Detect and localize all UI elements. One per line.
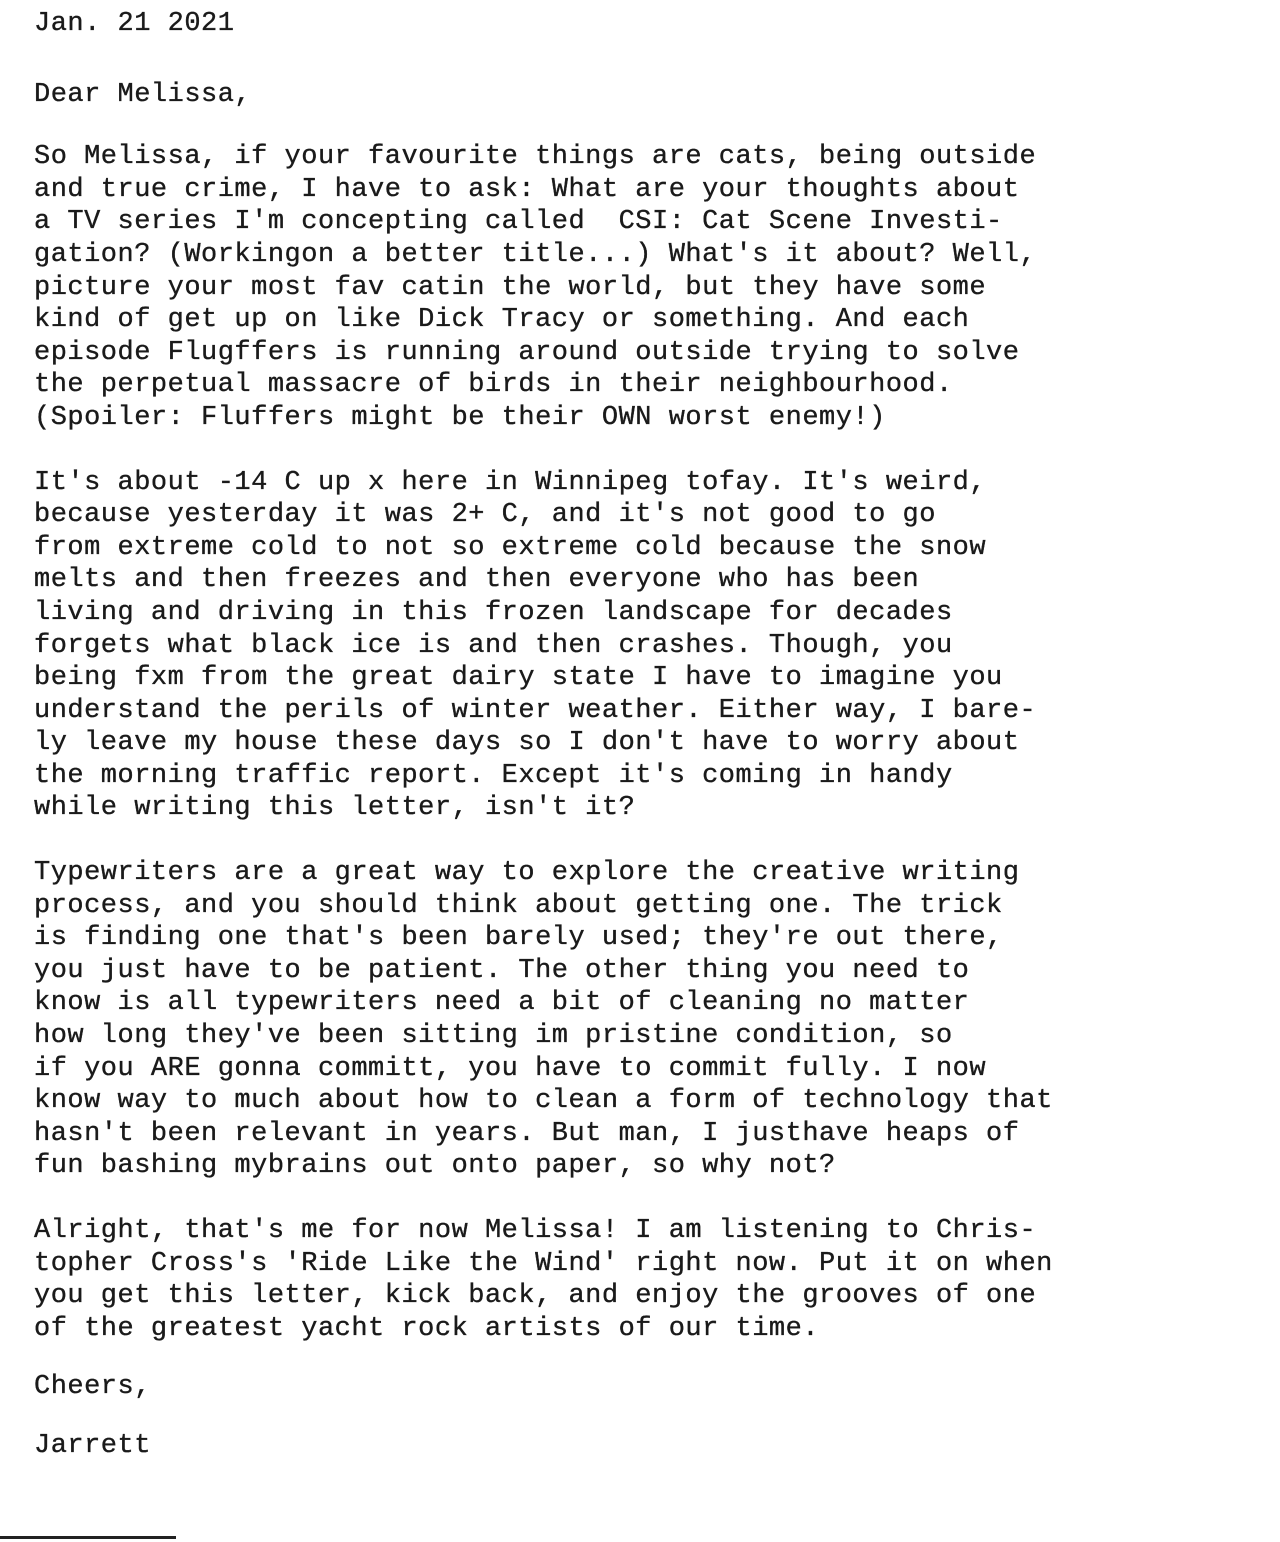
text-line: from extreme cold to not so extreme cold because the snow [34,532,987,563]
letter-salutation: Dear Melissa, [34,79,252,110]
letter-date: Jan. 21 2021 [34,9,235,39]
text-line: fun bashing mybrains out onto paper, so why not? [34,1151,836,1182]
text-line: hasn't been relevant in years. But man, I justhave heaps of [34,1118,1020,1149]
text-line: gation? (Workingon a better title...) What's it about? Well, [34,239,1037,270]
text-line: the morning traffic report. Except it's coming in handy [34,760,953,791]
text-line: because yesterday it was 2+ C, and it's not good to go [34,500,936,531]
page-edge-rule [0,1536,176,1539]
text-line: you just have to be patient. The other thing you need to [34,955,970,986]
typewritten-letter [34,8,1254,1463]
text-line: understand the perils of winter weather. Either way, I bare- [34,695,1037,726]
paragraph-2 [34,467,1254,826]
text-line: forgets what black ice is and then crashes. Though, you [34,630,953,661]
text-line: It's about -14 C up x here in Winnipeg tofay. It's weird, [34,467,987,498]
text-line: episode Flugffers is running around outside trying to solve [34,337,1020,368]
text-line: if you ARE gonna committ, you have to commit fully. I now [34,1053,987,1084]
text-line: So Melissa, if your favourite things are cats, being outside [34,142,1037,173]
text-line: ly leave my house these days so I don't have to worry about [34,728,1020,759]
text-line: you get this letter, kick back, and enjoy the grooves of one [34,1281,1037,1312]
text-line: Alright, that's me for now Melissa! I am listening to Chris- [34,1216,1037,1246]
text-line: (Spoiler: Fluffers might be their OWN worst enemy!) [34,402,886,433]
text-line: kind of get up on like Dick Tracy or something. And each [34,305,970,336]
text-line: how long they've been sitting im pristine condition, so [34,1021,953,1052]
text-line: of the greatest yacht rock artists of our time. [34,1313,820,1344]
paragraph-1 [34,141,1254,434]
text-line: being fxm from the great dairy state I have to imagine you [34,663,1003,694]
text-line: topher Cross's 'Ride Like the Wind' right now. Put it on when [34,1248,1053,1279]
text-line: process, and you should think about getting one. The trick [34,890,1003,921]
text-line: a TV series I'm concepting called CSI: Cat Scene Investi- [34,207,1003,238]
letter-closing: Cheers, [34,1372,151,1403]
text-line: Typewriters are a great way to explore the creative writing [34,858,1020,889]
text-line: while writing this letter, isn't it? [34,793,636,824]
paragraph-4 [34,1215,1254,1345]
text-line: know is all typewriters need a bit of cleaning no matter [34,988,970,1019]
text-line: melts and then freezes and then everyone who has been [34,565,920,596]
text-line: living and driving in this frozen landscape for decades [34,597,953,628]
text-line: know way to much about how to clean a form of technology that [34,1086,1053,1117]
text-line: and true crime, I have to ask: What are your thoughts about [34,174,1020,205]
paragraph-3 [34,857,1254,1183]
text-line: the perpetual massacre of birds in their neighbourhood. [34,370,953,401]
text-line: is finding one that's been barely used; they're out there, [34,923,1003,954]
letter-signature: Jarrett [34,1430,151,1461]
text-line: picture your most fav catin the world, but they have some [34,272,987,303]
